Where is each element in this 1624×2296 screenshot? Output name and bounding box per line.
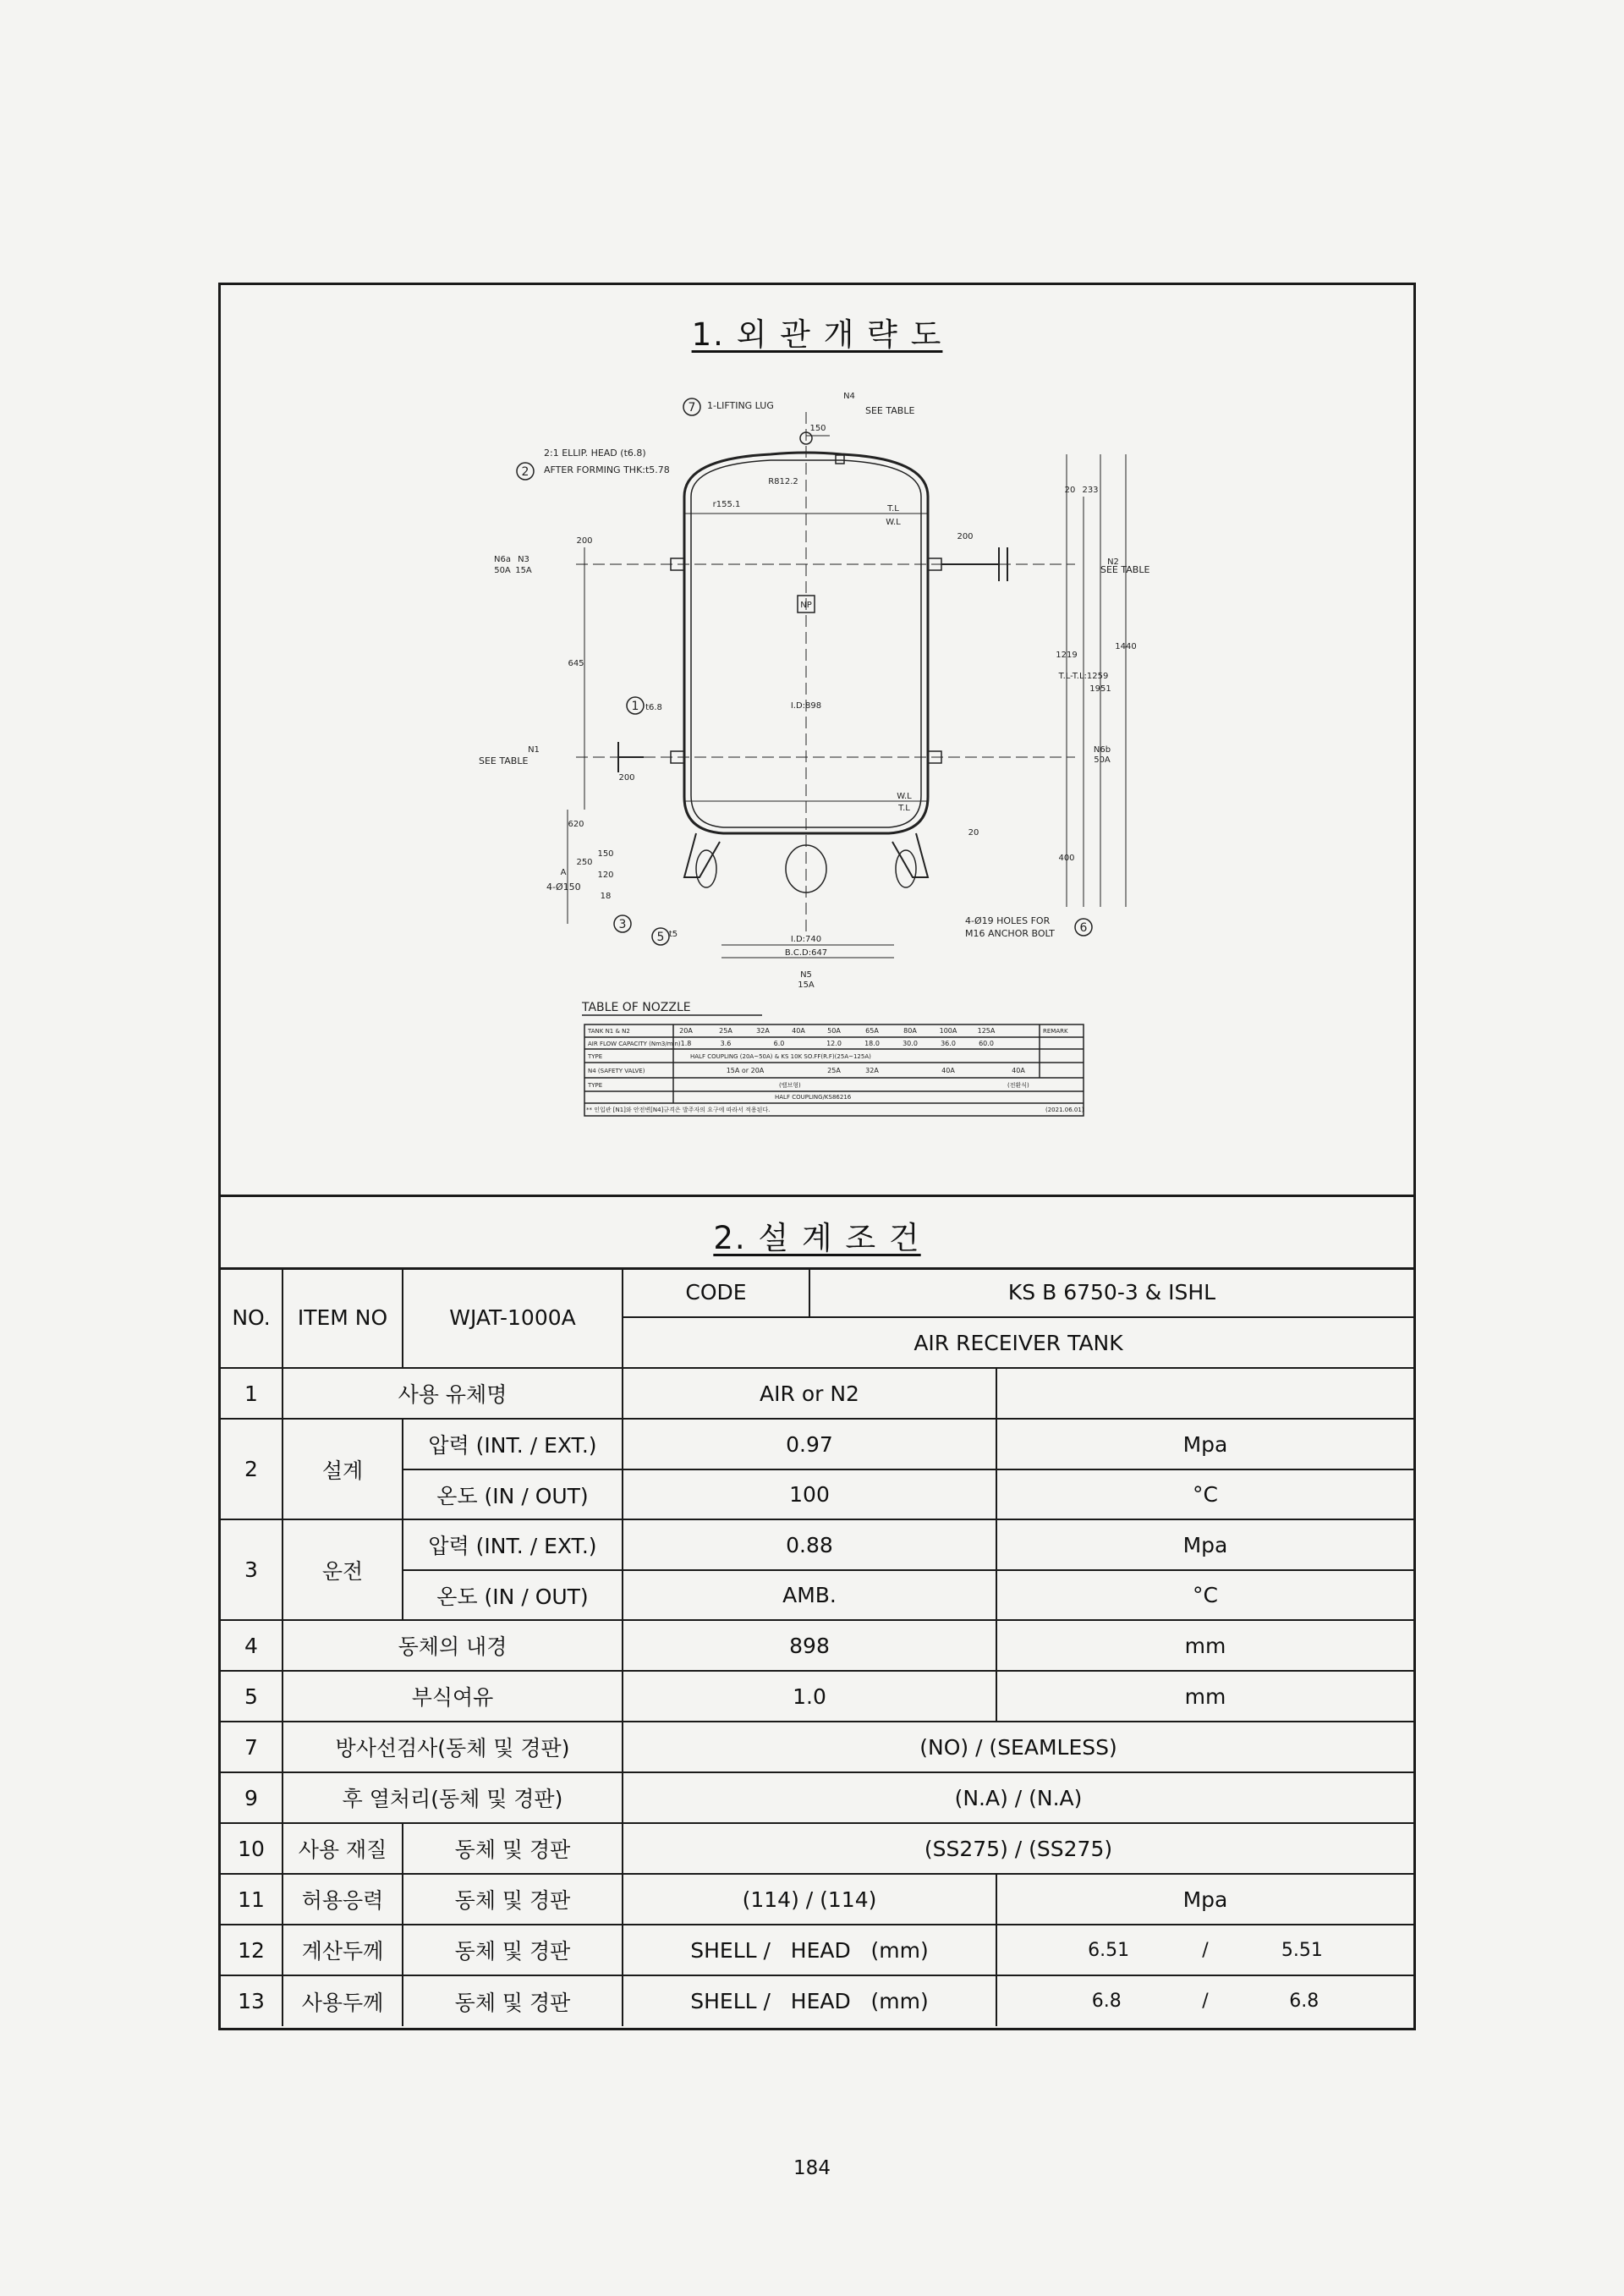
dim-200-right: 200 <box>957 532 974 541</box>
dim-t6.8: t6.8 <box>645 703 662 712</box>
row-unit: Mpa <box>996 1519 1413 1570</box>
nozzle-n5: N5 <box>800 970 812 980</box>
dim-150-v: 150 <box>597 849 614 859</box>
row-no: 5 <box>221 1671 283 1722</box>
nt-flow-5: 30.0 <box>903 1040 918 1047</box>
dim-id740: I.D:740 <box>790 935 822 944</box>
callout-n2-see-table: SEE TABLE <box>1100 564 1150 575</box>
nt-flow-0: 1.8 <box>680 1040 692 1047</box>
row-label: 사용 유체명 <box>283 1368 623 1419</box>
dim-200-mid: 200 <box>618 773 635 783</box>
nt-type-text: HALF COUPLING (20A~50A) & KS 10K SO.FF(R.F)(25A~125A) <box>690 1053 871 1060</box>
nozzle-n6b-size: 50A <box>1094 755 1111 765</box>
row-value: AIR or N2 <box>623 1368 996 1419</box>
nt-flow-7: 60.0 <box>979 1040 994 1047</box>
row-value: 100 <box>623 1469 996 1519</box>
table-row <box>221 1620 1413 1671</box>
row-label: 허용응력 <box>283 1874 403 1925</box>
dim-1951: 1951 <box>1089 684 1111 694</box>
callout-holes: 4-Ø19 HOLES FOR <box>965 915 1051 926</box>
nt-flow-3: 12.0 <box>826 1040 842 1047</box>
header-no: NO. <box>221 1267 283 1368</box>
dim-bcd647: B.C.D:647 <box>784 948 828 958</box>
mark-tl-bot: T.L <box>898 804 910 813</box>
nozzle-n6a-size: 50A <box>494 566 511 575</box>
row-sub-label: 동체 및 경판 <box>403 1925 623 1975</box>
page-number: 184 <box>793 2157 831 2179</box>
nozzle-n1: N1 <box>528 745 540 755</box>
row-sub-label: 온도 (IN / OUT) <box>403 1570 623 1620</box>
row-sub-label: 온도 (IN / OUT) <box>403 1469 623 1519</box>
nt-n4-type1: (밸브형) <box>779 1082 801 1089</box>
document-frame <box>218 283 1416 2030</box>
dim-233: 233 <box>1082 486 1099 495</box>
nt-size-8: 125A <box>977 1027 996 1035</box>
row-group: 설계 <box>283 1419 403 1519</box>
table-row <box>221 1671 1413 1722</box>
nt-size-0: 20A <box>679 1027 693 1035</box>
callout-n1-see-table: SEE TABLE <box>479 755 529 766</box>
row-label: 후 열처리(동체 및 경판) <box>283 1772 623 1823</box>
item-5: 5 <box>656 931 665 944</box>
row-unit: mm <box>996 1620 1413 1671</box>
row-unit: Mpa <box>996 1419 1413 1469</box>
nozzle-n6b: N6b <box>1093 745 1111 755</box>
row-label: 동체의 내경 <box>283 1620 623 1671</box>
nt-size-5: 65A <box>865 1027 879 1035</box>
item-7: 7 <box>688 401 696 415</box>
design-conditions-table <box>221 1267 1413 2026</box>
item-2: 2 <box>521 465 529 479</box>
nt-size-1: 25A <box>719 1027 732 1035</box>
dim-t5: t5 <box>668 930 678 939</box>
head-thickness: 5.51 <box>1281 1939 1323 1961</box>
row-label: 계산두께 <box>283 1925 403 1975</box>
head-thickness: 6.8 <box>1289 1991 1320 2012</box>
callout-lifting-lug: 1-LIFTING LUG <box>707 400 774 411</box>
dim-150: 150 <box>809 424 826 433</box>
nt-row2-label: AIR FLOW CAPACITY (Nm3/min) <box>588 1041 681 1047</box>
row-value: (SS275) / (SS275) <box>623 1823 1413 1874</box>
mark-np: NP <box>800 601 812 610</box>
nt-row3-label: TYPE <box>588 1053 603 1060</box>
row-value: (NO) / (SEAMLESS) <box>623 1722 1413 1772</box>
nt-date: (2021.06.01) <box>1045 1107 1084 1113</box>
row-sub-label: 압력 (INT. / EXT.) <box>403 1419 623 1469</box>
row-no: 3 <box>221 1519 283 1620</box>
section1-title: 1. 외 관 개 략 도 <box>691 316 943 353</box>
table-row <box>221 1368 1413 1419</box>
mark-a: A <box>560 868 567 877</box>
row-value: 1.0 <box>623 1671 996 1722</box>
item-3: 3 <box>618 918 627 931</box>
dim-18: 18 <box>600 892 612 901</box>
separator: / <box>1202 1939 1209 1961</box>
row-label: 부식여유 <box>283 1671 623 1722</box>
row-no: 7 <box>221 1722 283 1772</box>
dim-620: 620 <box>568 820 584 829</box>
row-sub-label: 동체 및 경판 <box>403 1975 623 2026</box>
row-value: (N.A) / (N.A) <box>623 1772 1413 1823</box>
row-no: 1 <box>221 1368 283 1419</box>
tank-name: AIR RECEIVER TANK <box>623 1317 1413 1368</box>
mark-wl-bot: W.L <box>897 792 912 801</box>
header-code-label: CODE <box>623 1267 809 1317</box>
nt-row1-label: TANK N1 & N2 <box>588 1028 630 1035</box>
row-no: 12 <box>221 1925 283 1975</box>
row-group: 운전 <box>283 1519 403 1620</box>
nt-flow-2: 6.0 <box>773 1040 785 1047</box>
row-unit: Mpa <box>996 1874 1413 1925</box>
dim-645: 645 <box>568 659 584 668</box>
table-row <box>221 1722 1413 1772</box>
row-sub-label: 동체 및 경판 <box>403 1823 623 1874</box>
nozzle-n2: N2 <box>1107 558 1119 567</box>
callout-anchor-bolt: M16 ANCHOR BOLT <box>965 928 1055 939</box>
nt-n4-type2: HALF COUPLING/KS86216 <box>775 1094 852 1101</box>
callout-ellip-head: 2:1 ELLIP. HEAD (t6.8) <box>544 448 646 459</box>
dim-1440: 1440 <box>1115 642 1137 651</box>
nt-n4-1: 25A <box>827 1067 841 1074</box>
dim-250: 250 <box>576 858 593 867</box>
row-value: AMB. <box>623 1570 996 1620</box>
callout-after-forming: AFTER FORMING THK:t5.78 <box>544 464 670 475</box>
header-item-no: ITEM NO <box>283 1267 403 1368</box>
nt-n4-0: 15A or 20A <box>726 1067 765 1074</box>
row-label: 방사선검사(동체 및 경판) <box>283 1722 623 1772</box>
nt-size-3: 40A <box>792 1027 805 1035</box>
table-row <box>221 1874 1413 1925</box>
table-row <box>221 1975 1413 2026</box>
header-code-value: KS B 6750-3 & ISHL <box>809 1267 1413 1317</box>
dim-r812: R812.2 <box>768 477 798 486</box>
dim-id898: I.D:898 <box>790 701 822 711</box>
row-unit <box>996 1368 1413 1419</box>
nt-size-7: 100A <box>939 1027 957 1035</box>
header-model: WJAT-1000A <box>403 1267 623 1368</box>
row-value: (114) / (114) <box>623 1874 996 1925</box>
dim-120: 120 <box>597 871 614 880</box>
section2-title: 2. 설 계 조 건 <box>713 1220 921 1256</box>
tank-drawing <box>221 285 1413 1195</box>
row-sub-label: 압력 (INT. / EXT.) <box>403 1519 623 1570</box>
row-no: 9 <box>221 1772 283 1823</box>
nozzle-n4: N4 <box>843 392 855 401</box>
nt-flow-6: 36.0 <box>941 1040 956 1047</box>
table-row <box>221 1267 1413 1317</box>
section-outline-drawing <box>221 285 1413 1197</box>
dim-tl-tl: T.L-T.L:1259 <box>1058 672 1109 681</box>
row-sub-label: 동체 및 경판 <box>403 1874 623 1925</box>
mark-tl-top: T.L <box>887 504 899 514</box>
nt-n4-4: 40A <box>1012 1067 1025 1074</box>
row-no: 13 <box>221 1975 283 2026</box>
dim-r155: r155.1 <box>712 500 741 509</box>
row-unit: °C <box>996 1570 1413 1620</box>
table-row <box>221 1925 1413 1975</box>
dim-20-bot: 20 <box>968 828 979 838</box>
nt-n4-type1b: (전환식) <box>1007 1082 1029 1089</box>
row-value: 898 <box>623 1620 996 1671</box>
nt-row4-label: N4 (SAFETY VALVE) <box>588 1068 645 1074</box>
mark-wl-top: W.L <box>886 518 901 527</box>
nt-size-4: 50A <box>827 1027 841 1035</box>
thickness-split <box>996 1975 1413 2026</box>
nt-size-6: 80A <box>903 1027 917 1035</box>
separator: / <box>1202 1991 1209 2012</box>
nozzle-n5-size: 15A <box>798 980 815 990</box>
row-no: 4 <box>221 1620 283 1671</box>
nt-size-2: 32A <box>756 1027 770 1035</box>
row-no: 10 <box>221 1823 283 1874</box>
callout-n4-see-table: SEE TABLE <box>865 405 915 416</box>
nozzle-n3-size: 15A <box>515 566 532 575</box>
item-6: 6 <box>1079 921 1088 935</box>
nt-flow-1: 3.6 <box>720 1040 732 1047</box>
table-row <box>221 1419 1413 1469</box>
nt-row5-label: TYPE <box>588 1082 603 1089</box>
nt-n4-3: 40A <box>941 1067 955 1074</box>
nt-note: ** 인입관 [N1]와 안전변[N4]규격은 발주자의 요구에 따라서 적용된다. <box>586 1107 771 1113</box>
nt-n4-2: 32A <box>865 1067 879 1074</box>
section-design-conditions-header <box>221 1197 1413 1270</box>
row-no: 11 <box>221 1874 283 1925</box>
item-1: 1 <box>631 700 639 713</box>
callout-support-holes: 4-Ø150 <box>546 882 581 893</box>
dim-200-left: 200 <box>576 536 593 546</box>
row-label: 사용 재질 <box>283 1823 403 1874</box>
table-row <box>221 1823 1413 1874</box>
shell-thickness: 6.51 <box>1088 1939 1130 1961</box>
row-value: SHELL / HEAD (mm) <box>623 1925 996 1975</box>
nozzle-n3: N3 <box>518 555 529 564</box>
thickness-split <box>996 1925 1413 1975</box>
table-row <box>221 1772 1413 1823</box>
nozzle-n6a: N6a <box>494 555 511 564</box>
dim-1219: 1219 <box>1056 651 1078 660</box>
row-unit: mm <box>996 1671 1413 1722</box>
row-value: 0.88 <box>623 1519 996 1570</box>
row-unit: °C <box>996 1469 1413 1519</box>
table-row <box>221 1519 1413 1570</box>
row-value: SHELL / HEAD (mm) <box>623 1975 996 2026</box>
row-label: 사용두께 <box>283 1975 403 2026</box>
dim-20-top: 20 <box>1064 486 1076 495</box>
nt-flow-4: 18.0 <box>864 1040 880 1047</box>
nozzle-table-title: TABLE OF NOZZLE <box>582 1001 691 1014</box>
row-value: 0.97 <box>623 1419 996 1469</box>
dim-400: 400 <box>1058 854 1075 863</box>
row-no: 2 <box>221 1419 283 1519</box>
nt-remark: REMARK <box>1043 1028 1068 1035</box>
shell-thickness: 6.8 <box>1091 1991 1122 2012</box>
